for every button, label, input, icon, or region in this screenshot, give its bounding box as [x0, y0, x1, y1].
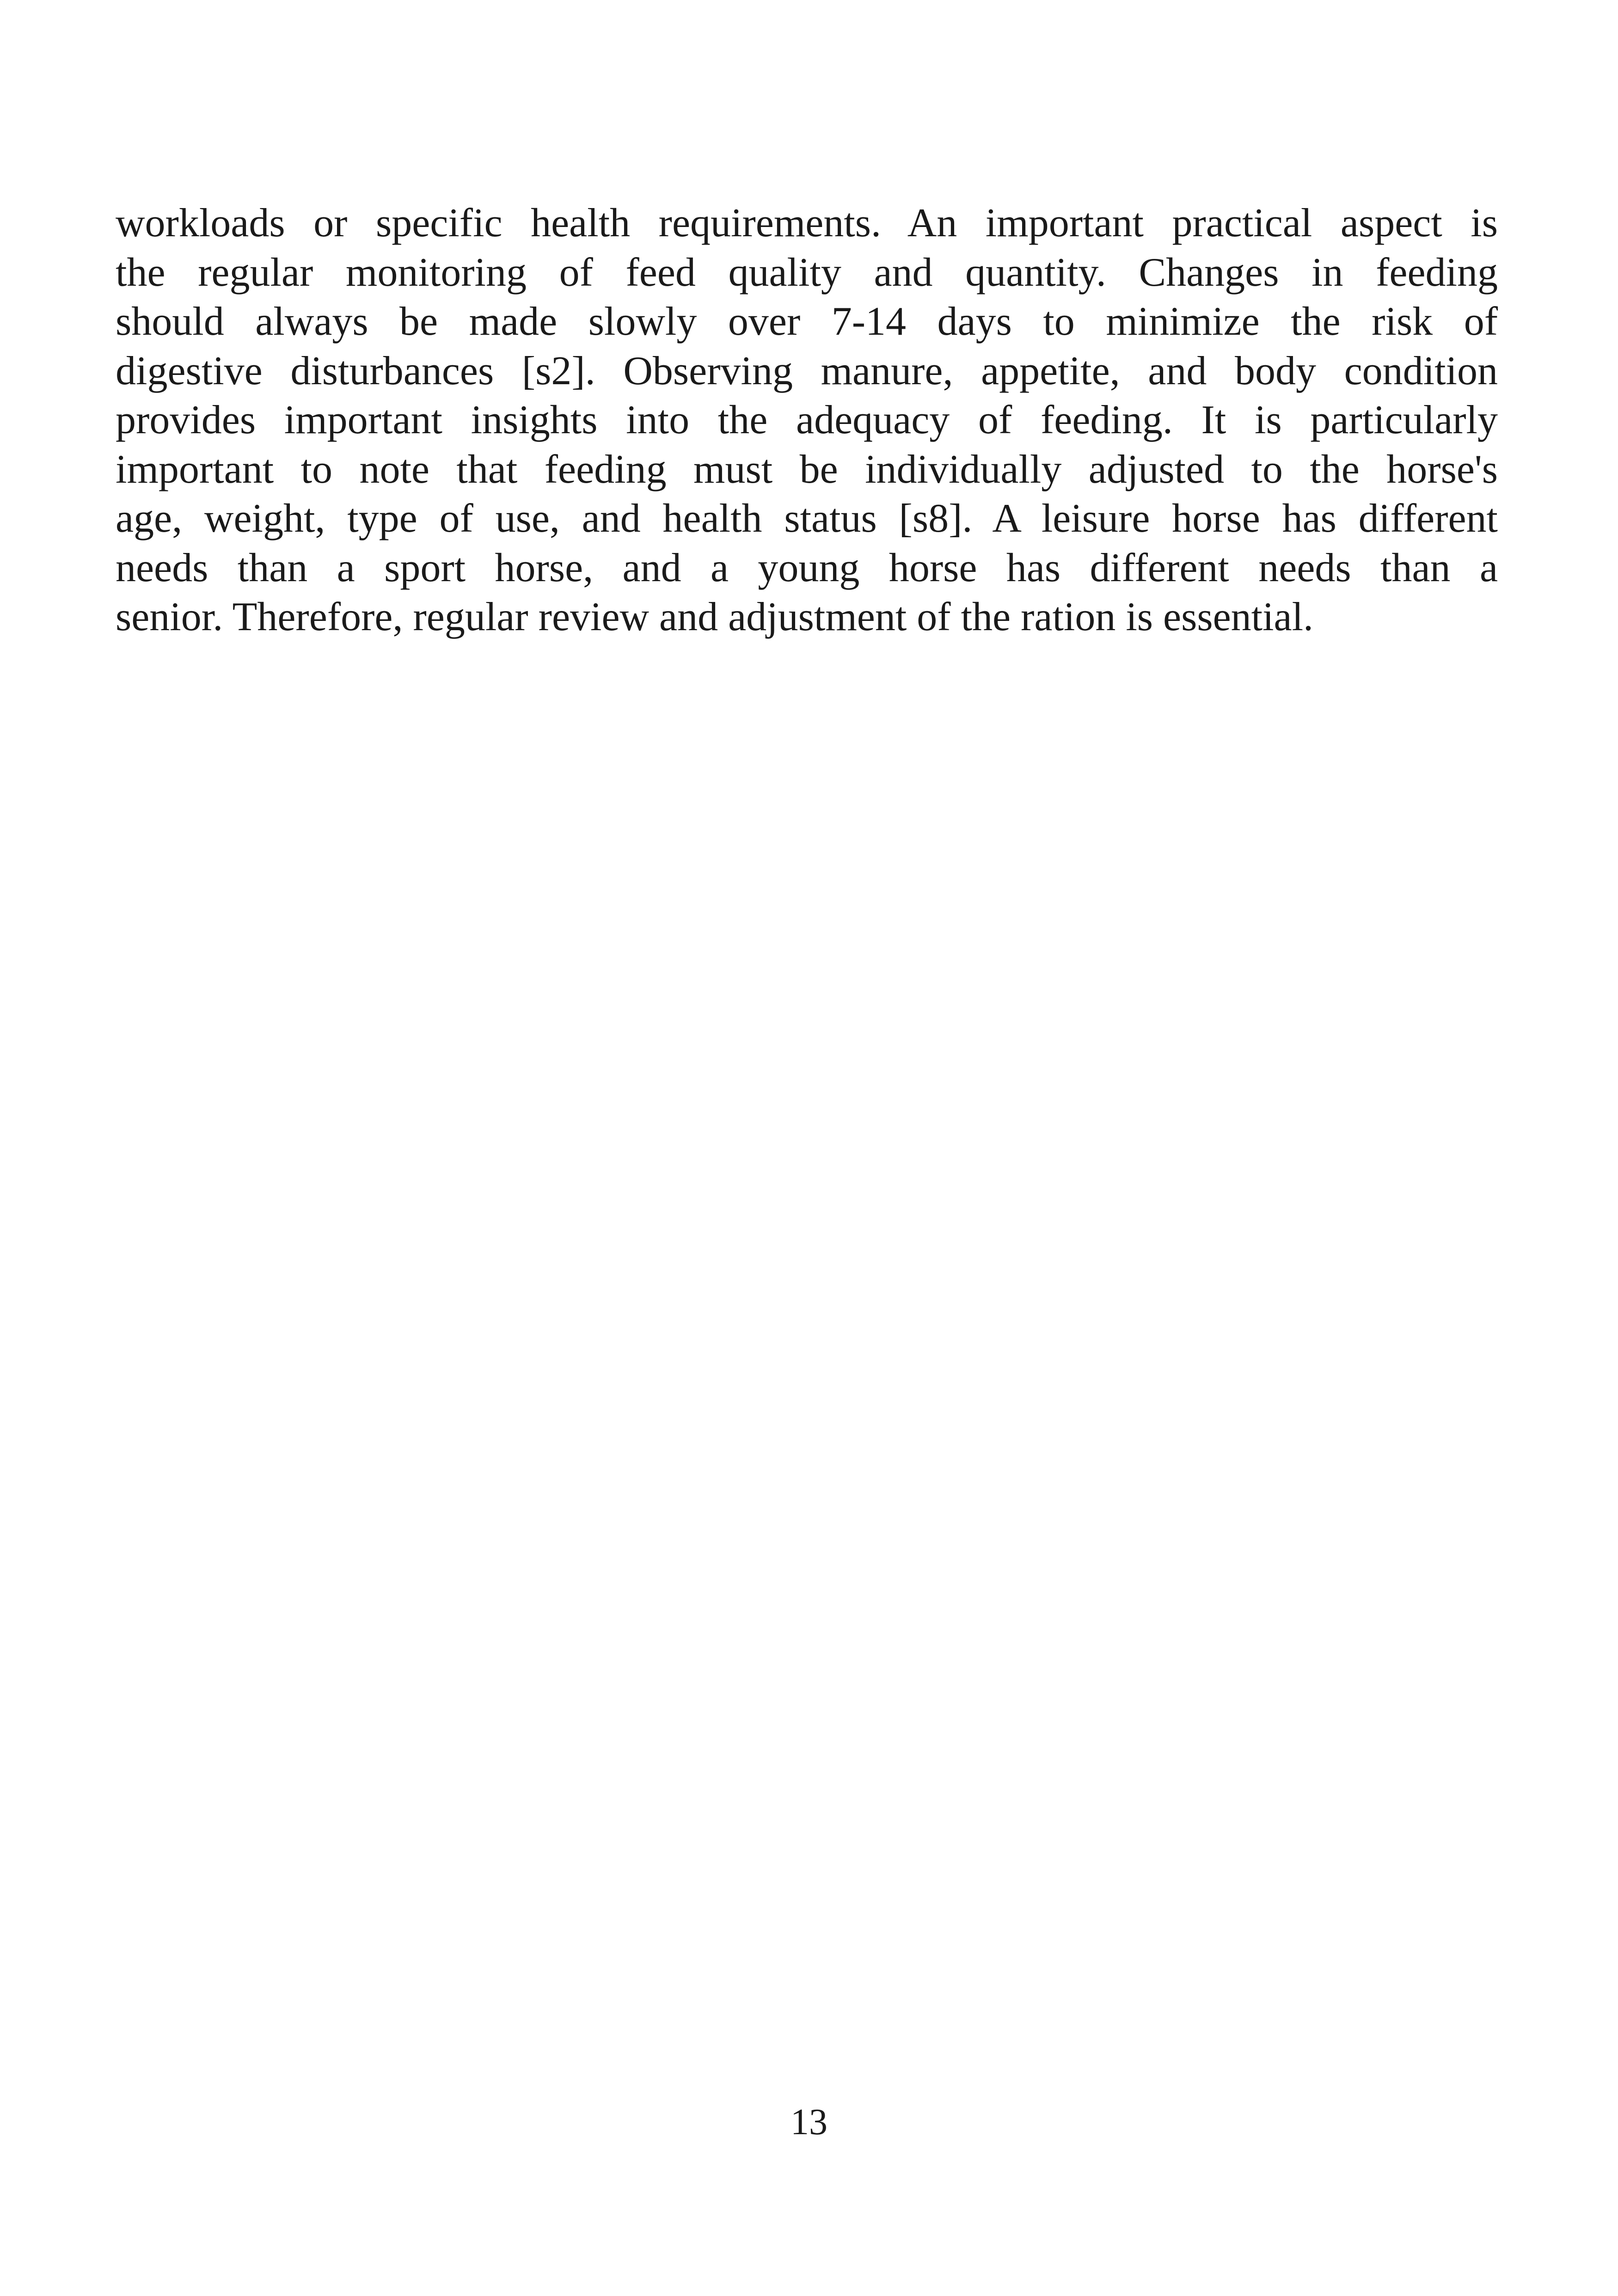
paragraph-line: should always be made slowly over 7-14 days to minimize the risk of [116, 299, 1498, 344]
paragraph-line: important to note that feeding must be individually adjusted to the horse's [116, 447, 1498, 492]
paragraph-line: needs than a sport horse, and a young horse has different needs than a [116, 545, 1498, 590]
body-paragraph [116, 199, 1498, 642]
paragraph-line: provides important insights into the adequacy of feeding. It is particularly [116, 398, 1498, 442]
paragraph-line: age, weight, type of use, and health status [s8]. A leisure horse has different [116, 496, 1498, 541]
paragraph-line: digestive disturbances [s2]. Observing manure, appetite, and body condition [116, 348, 1498, 393]
paragraph-line: workloads or specific health requirements. An important practical aspect is [116, 201, 1498, 246]
paragraph-line: the regular monitoring of feed quality and quantity. Changes in feeding [116, 250, 1498, 295]
paragraph-line: senior. Therefore, regular review and adjustment of the ration is essential. [116, 595, 1314, 639]
page-number: 13 [791, 2102, 827, 2143]
